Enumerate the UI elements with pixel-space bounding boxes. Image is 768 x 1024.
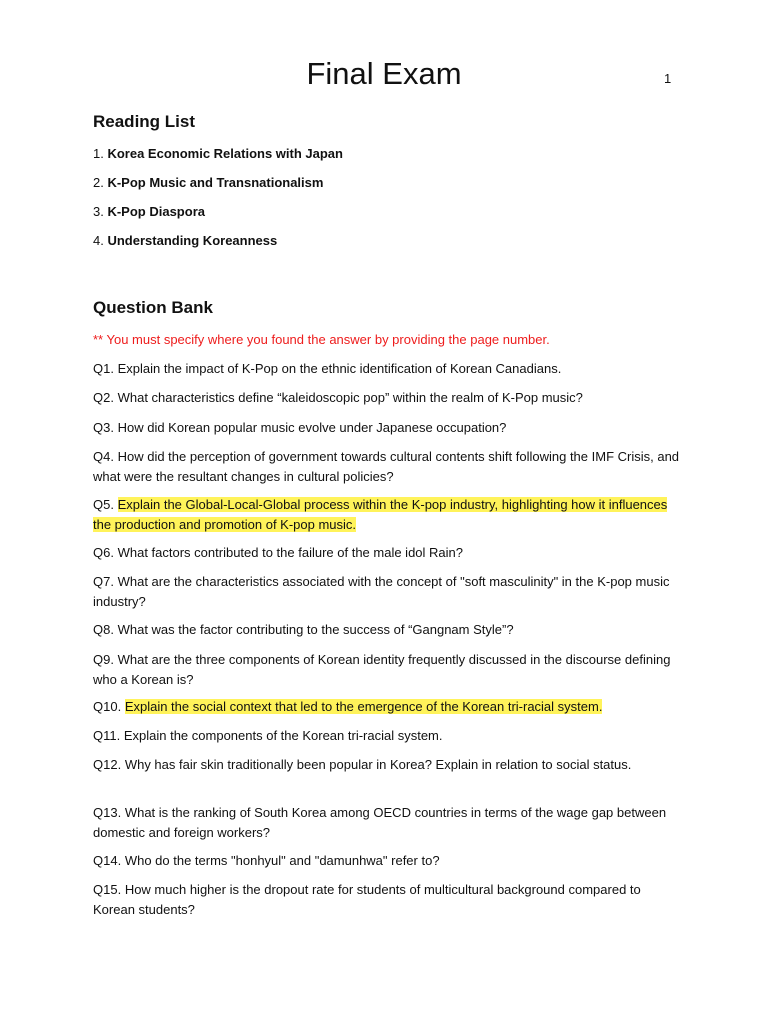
question-number: Q12. bbox=[93, 757, 122, 772]
question-number: Q1. bbox=[93, 361, 114, 376]
question-text: What characteristics define “kaleidoscopic pop” within the realm of K-Pop music? bbox=[117, 390, 583, 405]
question-number: Q6. bbox=[93, 545, 114, 560]
question-number: Q3. bbox=[93, 420, 114, 435]
question-text: How much higher is the dropout rate for students of multicultural background compared to Korean students? bbox=[93, 882, 641, 917]
question-text: How did the perception of government towards cultural contents shift following the IMF Crisis, and what were the resultant changes in cultural policies? bbox=[93, 449, 680, 484]
question-item bbox=[93, 359, 683, 379]
reading-item-number: 4. bbox=[93, 233, 104, 248]
question-item bbox=[93, 851, 683, 871]
reading-list-item bbox=[93, 145, 343, 163]
reading-item-title: Korea Economic Relations with Japan bbox=[107, 146, 343, 161]
question-number: Q13. bbox=[93, 805, 122, 820]
question-text: Why has fair skin traditionally been popular in Korea? Explain in relation to social status. bbox=[124, 757, 632, 772]
question-text: Explain the impact of K-Pop on the ethnic identification of Korean Canadians. bbox=[117, 361, 562, 376]
reading-list-heading: Reading List bbox=[93, 112, 196, 131]
answer-instruction-note: ** You must specify where you found the answer by providing the page number. bbox=[93, 332, 550, 347]
question-text: What are the characteristics associated with the concept of "soft masculinity" in the K-pop music industry? bbox=[93, 574, 670, 609]
question-number: Q14. bbox=[93, 853, 122, 868]
page-title: Final Exam bbox=[306, 56, 462, 91]
reading-item-title: K-Pop Diaspora bbox=[107, 204, 205, 219]
question-item bbox=[93, 620, 683, 640]
question-number: Q15. bbox=[93, 882, 122, 897]
question-item-highlighted bbox=[93, 697, 683, 717]
question-item bbox=[93, 650, 683, 689]
reading-item-number: 3. bbox=[93, 204, 104, 219]
reading-list-item bbox=[93, 174, 323, 192]
reading-list-item bbox=[93, 203, 205, 221]
question-number: Q4. bbox=[93, 449, 114, 464]
question-number: Q10. bbox=[93, 699, 122, 714]
question-number: Q8. bbox=[93, 622, 114, 637]
question-item bbox=[93, 543, 683, 563]
reading-item-number: 2. bbox=[93, 175, 104, 190]
question-item bbox=[93, 880, 683, 919]
reading-item-number: 1. bbox=[93, 146, 104, 161]
question-number: Q5. bbox=[93, 497, 114, 512]
reading-list-item bbox=[93, 232, 277, 250]
question-text: What factors contributed to the failure of the male idol Rain? bbox=[117, 545, 464, 560]
question-text: Who do the terms "honhyul" and "damunhwa" refer to? bbox=[124, 853, 440, 868]
question-text: How did Korean popular music evolve under Japanese occupation? bbox=[117, 420, 507, 435]
question-item-highlighted bbox=[93, 495, 683, 534]
page-number: 1 bbox=[664, 71, 672, 86]
question-text: What are the three components of Korean identity frequently discussed in the discourse defining who a Korean is? bbox=[93, 652, 671, 687]
question-number: Q7. bbox=[93, 574, 114, 589]
reading-item-title: Understanding Koreanness bbox=[107, 233, 278, 248]
question-item bbox=[93, 447, 683, 486]
question-item bbox=[93, 418, 683, 438]
question-text: Explain the components of the Korean tri-racial system. bbox=[123, 728, 443, 743]
question-number: Q9. bbox=[93, 652, 114, 667]
question-number: Q11. bbox=[93, 728, 121, 743]
question-text: What was the factor contributing to the success of “Gangnam Style”? bbox=[117, 622, 514, 637]
question-number: Q2. bbox=[93, 390, 114, 405]
reading-item-title: K-Pop Music and Transnationalism bbox=[107, 175, 324, 190]
highlighted-question-text: Explain the social context that led to the emergence of the Korean tri-racial system. bbox=[124, 699, 603, 714]
question-bank-heading: Question Bank bbox=[93, 298, 213, 317]
question-item bbox=[93, 572, 683, 611]
question-text: What is the ranking of South Korea among OECD countries in terms of the wage gap between domestic and foreign workers? bbox=[93, 805, 667, 840]
question-item bbox=[93, 388, 683, 408]
question-item bbox=[93, 755, 683, 775]
highlighted-question-text: Explain the Global-Local-Global process within the K-pop industry, highlighting how it influences the production and promotion of K-pop music. bbox=[93, 497, 668, 532]
question-item bbox=[93, 803, 683, 842]
question-item bbox=[93, 726, 683, 746]
